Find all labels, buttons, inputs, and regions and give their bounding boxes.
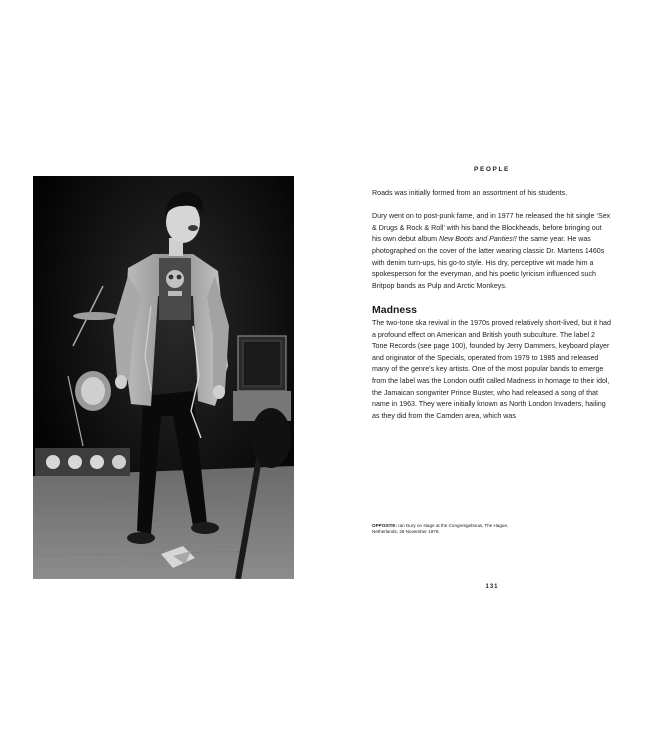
running-head: PEOPLE [474, 166, 510, 173]
paragraph-text: Dury went on to post-punk fame, and in 1977 he released the hit single ‘Sex & Drugs & Rock & Roll’ with his band the Blockheads, before bringing out his own debut album [372, 212, 611, 244]
body-text-column [372, 188, 612, 434]
body-paragraph: Roads was initially formed from an assortment of his students. [372, 189, 568, 197]
paragraph-text: the same year. He was photographed on the cover of the latter wearing classic Dr. Martens 1460s with denim turn-ups, his go-to style. His dry, perceptive wit made him a spokesperson for the everyman, and his poetic lyricism influenced such Britpop bands as Pulp and Arctic Monkeys. [372, 235, 605, 290]
page-number: 131 [485, 584, 499, 590]
caption-label: OPPOSITE: [372, 523, 398, 528]
caption-text: Ian Dury on stage at the Congresgebouw, The Hague, Netherlands, 28 November 1978. [372, 523, 509, 535]
stage-photograph [33, 176, 294, 579]
photo-caption [372, 523, 512, 536]
body-paragraph: The two-tone ska revival in the 1970s proved relatively short-lived, but it had a profound effect on American and British youth subculture. The label 2 Tone Records (see page 100), founded by Jerry Dammers, keyboard player and originator of the Specials, operated from 1979 to 1985 and released many of the genre’s key artists. One of the most popular bands to emerge from the label was the London outfit called Madness in homage to their idol, the Jamaican songwriter Prince Buster, who had released a song of that name in 1963. They were initially known as North London Invaders, hailing as they did from the Camden area, which was [372, 318, 611, 420]
body-paragraph [372, 211, 612, 292]
album-title: New Boots and Panties!! [439, 235, 517, 244]
photo-illustration [33, 176, 294, 579]
section-heading: Madness [372, 303, 417, 316]
